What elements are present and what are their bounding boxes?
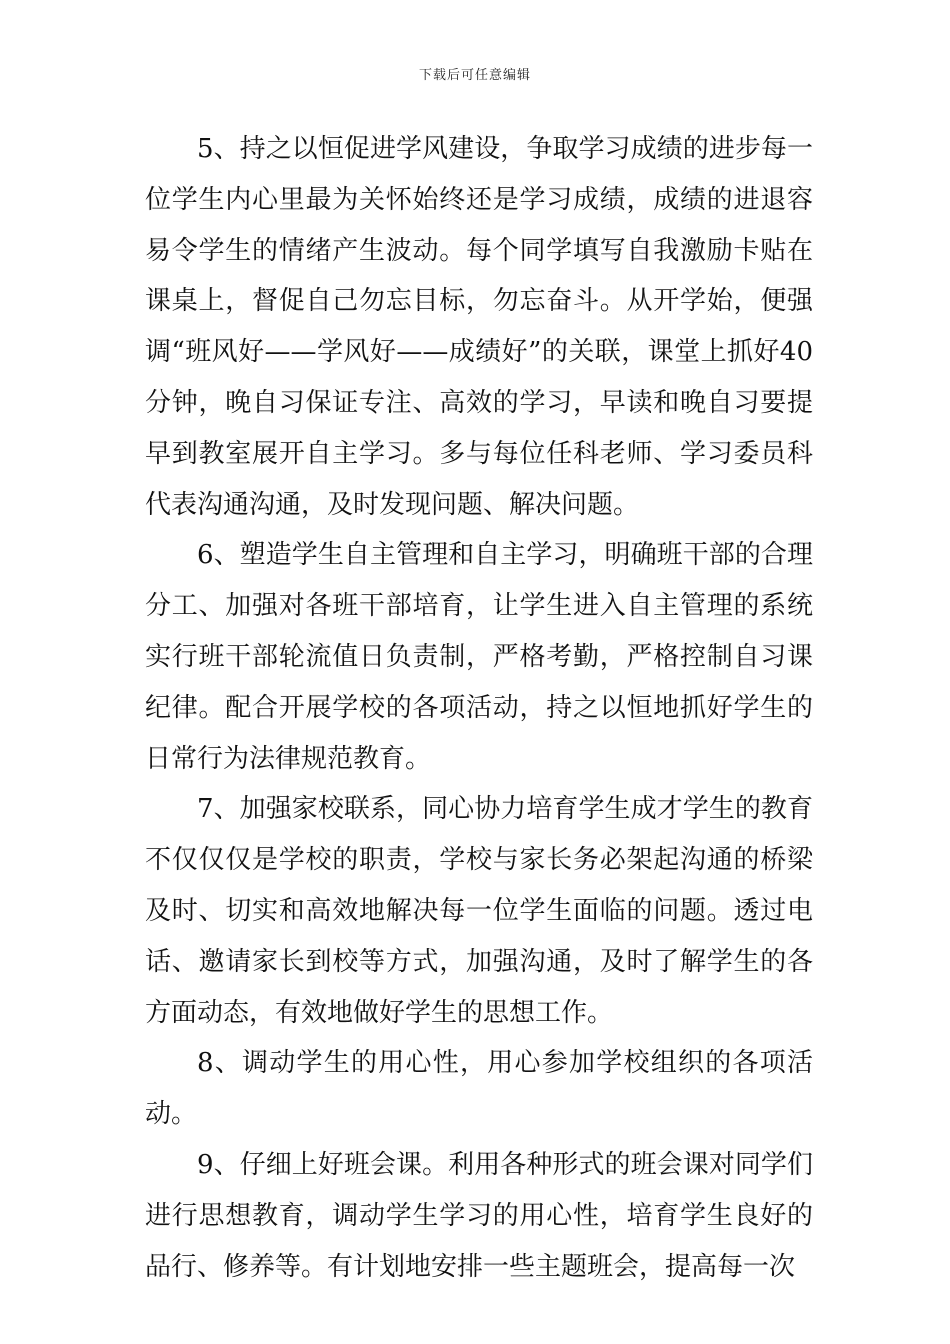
paragraph-8: 8、调动学生的用心性，用心参加学校组织的各项活动。 bbox=[145, 1048, 813, 1130]
document-body bbox=[145, 124, 813, 1292]
paragraph-7: 7、加强家校联系，同心协力培育学生成才学生的教育不仅仅仅是学校的职责，学校与家长务必架起沟通的桥梁及时、切实和高效地解决每一位学生面临的问题。透过电话、邀请家长到校等方式，加强沟通，及时了解学生的各方面动态，有效地做好学生的思想工作。 bbox=[145, 794, 813, 1028]
paragraph-9: 9、仔细上好班会课。利用各种形式的班会课对同学们进行思想教育，调动学生学习的用心性，培育学生良好的品行、修养等。有计划地安排一些主题班会，提高每一次 bbox=[145, 1149, 813, 1282]
paragraph-6: 6、塑造学生自主管理和自主学习，明确班干部的合理分工、加强对各班干部培育，让学生进入自主管理的系统实行班干部轮流值日负责制，严格考勤，严格控制自习课纪律。配合开展学校的各项活动，持之以恒地抓好学生的日常行为法律规范教育。 bbox=[145, 540, 813, 774]
paragraph-5: 5、持之以恒促进学风建设，争取学习成绩的进步每一位学生内心里最为关怀始终还是学习成绩，成绩的进退容易令学生的情绪产生波动。每个同学填写自我激励卡贴在课桌上，督促自己勿忘目标，勿忘奋斗。从开学始，便强调“班风好——学风好——成绩好”的关联，课堂上抓好40分钟，晚自习保证专注、高效的学习，早读和晚自习要提早到教室展开自主学习。多与每位任科老师、学习委员科代表沟通沟通，及时发现问题、解决问题。 bbox=[145, 134, 813, 520]
page-header: 下载后可任意编辑 bbox=[418, 68, 531, 83]
